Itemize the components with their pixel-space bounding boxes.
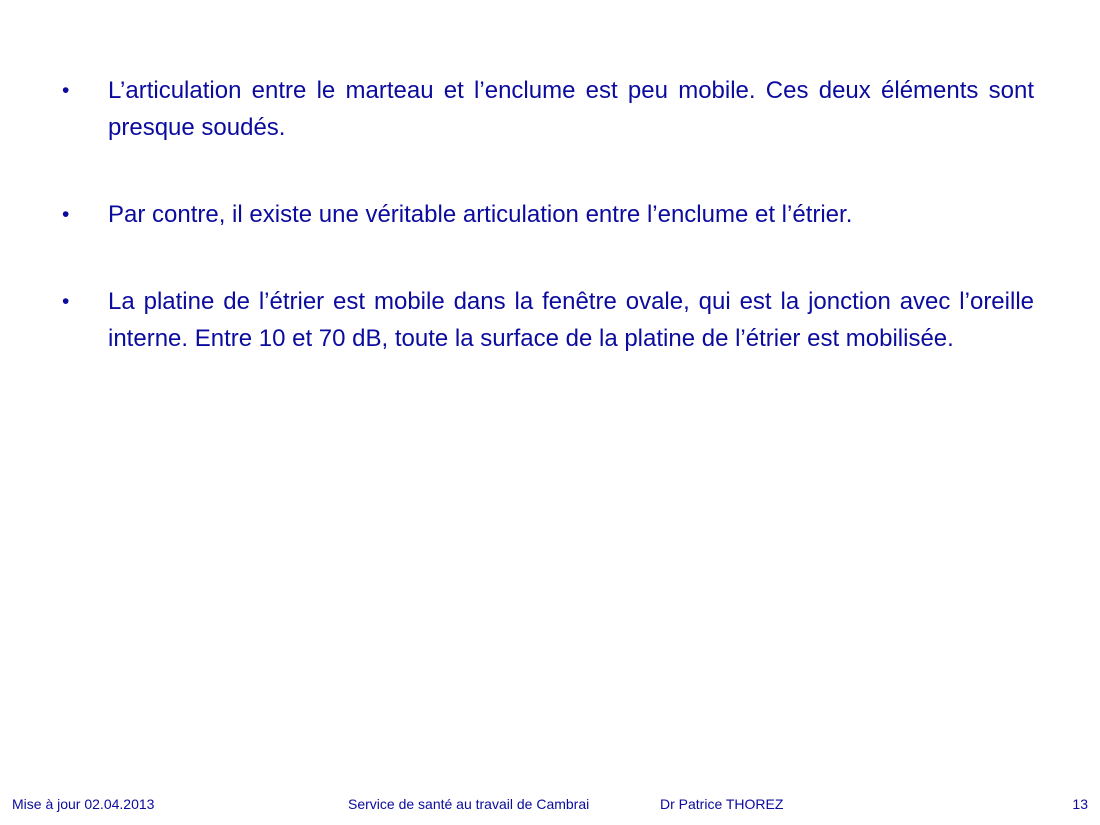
bullet-item [62,196,1034,233]
bullet-item [62,72,1034,146]
footer-update-date: Mise à jour 02.04.2013 [12,796,155,812]
bullet-text: L’articulation entre le marteau et l’enclume est peu mobile. Ces deux éléments sont presque soudés. [108,77,1034,141]
bullet-text: La platine de l’étrier est mobile dans la fenêtre ovale, qui est la jonction avec l’oreille interne. Entre 10 et 70 dB, toute la surface de la platine de l’étrier est mobilisée. [108,288,1034,352]
bullet-marker: • [62,79,70,102]
slide-footer [0,792,1100,816]
bullet-list [62,72,1034,357]
footer-author: Dr Patrice THOREZ [660,796,784,812]
bullet-marker: • [62,290,70,313]
footer-service-name: Service de santé au travail de Cambrai [348,796,590,812]
bullet-text: Par contre, il existe une véritable articulation entre l’enclume et l’étrier. [108,201,853,228]
bullet-item [62,283,1034,357]
page-number: 13 [1072,796,1088,812]
bullet-marker: • [62,203,70,226]
